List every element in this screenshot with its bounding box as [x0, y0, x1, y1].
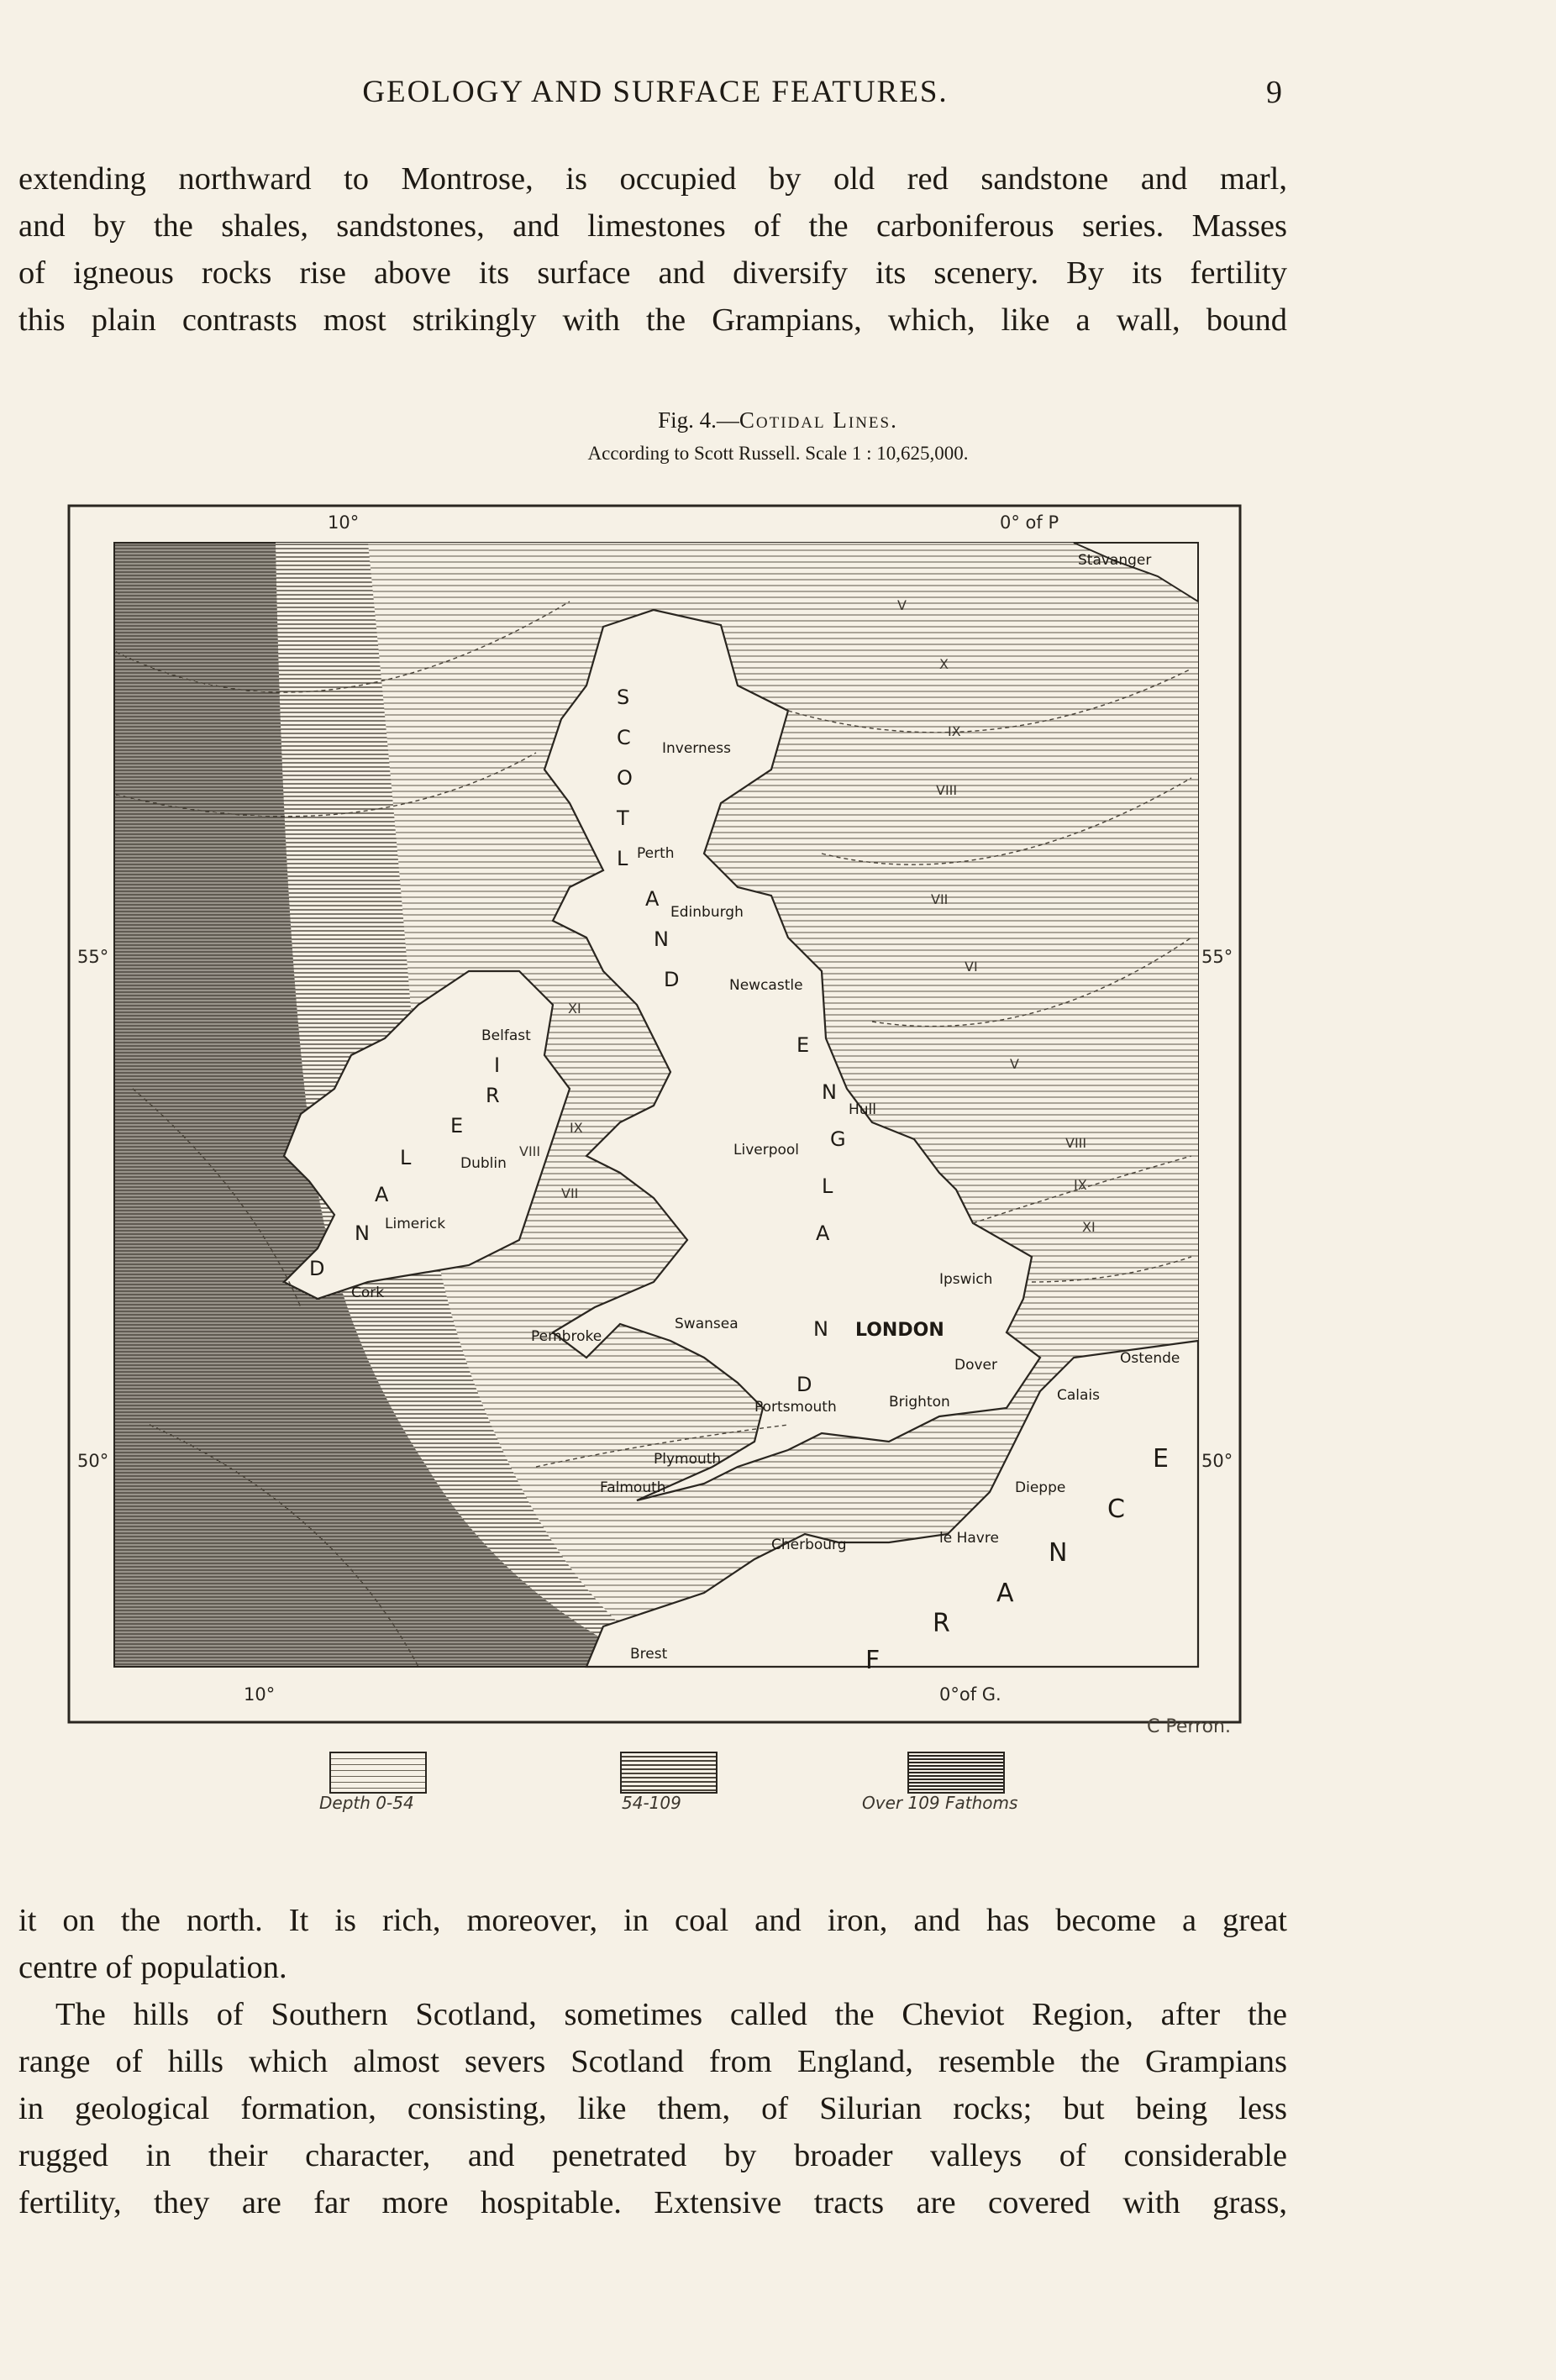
legend-swatch	[620, 1752, 718, 1794]
tide-hour: VIII	[519, 1143, 541, 1159]
place-newcastle: Newcastle	[729, 977, 803, 994]
engraver-credit: C Perron.	[1147, 1716, 1231, 1737]
paragraph-top	[18, 155, 1287, 344]
figure-number: Fig. 4.—	[658, 407, 739, 433]
place-le-havre: le Havre	[939, 1530, 999, 1547]
place-falmouth: Falmouth	[600, 1479, 666, 1496]
country-letter: A	[996, 1579, 1014, 1608]
place-belfast: Belfast	[481, 1027, 531, 1044]
graticule-right-55: 55°	[1201, 947, 1233, 967]
page-number: 9	[1266, 75, 1282, 110]
country-letter: E	[796, 1033, 810, 1057]
figure-credit: According to Scott Russell. Scale 1 : 10,625,000.	[587, 443, 969, 464]
paragraph-bottom-1	[18, 1897, 1287, 1991]
country-letter: S	[617, 686, 630, 709]
graticule-left-55: 55°	[77, 947, 109, 967]
place-stavanger: Stavanger	[1078, 552, 1152, 569]
tide-hour: V	[897, 597, 907, 613]
graticule-top-left: 10°	[328, 512, 360, 533]
tide-hour: V	[1010, 1056, 1019, 1072]
place-plymouth: Plymouth	[654, 1451, 722, 1468]
tide-hour: VII	[561, 1185, 579, 1201]
country-letter: E	[1153, 1444, 1169, 1474]
country-letter: A	[816, 1222, 830, 1245]
text-line: rugged in their character, and penetrated by broader valleys of considerable	[18, 2138, 1287, 2173]
country-letter: N	[654, 927, 669, 951]
place-limerick: Limerick	[385, 1216, 446, 1232]
place-edinburgh: Edinburgh	[670, 904, 744, 921]
text-line: and by the shales, sandstones, and limestones of the carboniferous series. Masses	[18, 208, 1287, 244]
country-letter: D	[664, 968, 680, 991]
legend-label-medium: 54-109	[622, 1793, 681, 1813]
place-swansea: Swansea	[675, 1316, 739, 1332]
country-letter: G	[830, 1127, 846, 1151]
legend-swatch	[907, 1752, 1005, 1794]
tide-hour: VII	[931, 891, 949, 907]
country-letter: C	[1107, 1495, 1125, 1524]
text-line: extending northward to Montrose, is occupied by old red sandstone and marl,	[18, 161, 1287, 197]
country-letter: R	[933, 1609, 950, 1638]
tide-hour: IX	[570, 1120, 583, 1136]
running-head	[0, 74, 1556, 116]
running-title: GEOLOGY AND SURFACE FEATURES.	[362, 75, 949, 109]
place-inverness: Inverness	[662, 740, 731, 757]
graticule-left-50: 50°	[77, 1451, 109, 1471]
text-line: in geological formation, consisting, like them, of Silurian rocks; but being less	[18, 2091, 1287, 2126]
text-line: fertility, they are far more hospitable. Extensive tracts are covered with grass,	[18, 2185, 1287, 2220]
graticule-bottom-left: 10°	[244, 1684, 276, 1705]
country-letter: D	[309, 1257, 325, 1280]
place-ostende: Ostende	[1120, 1350, 1180, 1367]
tide-hour: X	[939, 656, 949, 672]
place-calais: Calais	[1057, 1387, 1101, 1404]
paragraph-bottom-2	[18, 1991, 1287, 2226]
country-letter: L	[400, 1146, 412, 1169]
tide-hour: VIII	[1065, 1135, 1087, 1151]
map-svg	[66, 501, 1242, 1727]
text-line: range of hills which almost severs Scotland from England, resemble the Grampians	[18, 2044, 1287, 2079]
tide-hour: IX	[1074, 1177, 1087, 1193]
country-letter: A	[375, 1183, 389, 1206]
place-dieppe: Dieppe	[1015, 1479, 1066, 1496]
place-portsmouth: Portsmouth	[754, 1399, 837, 1416]
place-cork: Cork	[351, 1285, 385, 1301]
country-letter: N	[355, 1222, 370, 1245]
place-ipswich: Ipswich	[939, 1271, 993, 1288]
legend-label-deep: Over 109 Fathoms	[862, 1793, 1018, 1813]
country-letter: L	[822, 1174, 833, 1198]
text-line: of igneous rocks rise above its surface and diversify its scenery. By its fertility	[18, 255, 1287, 291]
figure-title: Cotidal Lines.	[739, 407, 898, 433]
graticule-bottom-right: 0°of G.	[939, 1684, 1001, 1705]
tide-hour: XI	[568, 1001, 581, 1017]
country-letter: A	[645, 887, 660, 911]
place-perth: Perth	[637, 845, 675, 862]
place-dover: Dover	[954, 1357, 997, 1374]
country-letter: N	[813, 1317, 828, 1341]
place-cherbourg: Cherbourg	[771, 1537, 847, 1553]
place-london: LONDON	[855, 1320, 944, 1341]
legend-label-shallow: Depth 0-54	[319, 1793, 414, 1813]
country-letter: C	[617, 726, 631, 749]
text-line: centre of population.	[18, 1950, 287, 1985]
country-letter: O	[617, 766, 633, 790]
country-letter: N	[1049, 1538, 1068, 1568]
tide-hour: IX	[948, 723, 961, 739]
country-letter: R	[486, 1084, 500, 1107]
graticule-right-50: 50°	[1201, 1451, 1233, 1471]
text-line: it on the north. It is rich, moreover, in coal and iron, and has become a great	[18, 1903, 1287, 1938]
place-pembroke: Pembroke	[531, 1328, 602, 1345]
text-line: this plain contrasts most strikingly with the Grampians, which, like a wall, bound	[18, 302, 1287, 338]
place-hull: Hull	[849, 1101, 877, 1118]
legend-swatch	[329, 1752, 427, 1794]
place-liverpool: Liverpool	[733, 1142, 800, 1158]
tide-hour: XI	[1082, 1219, 1096, 1235]
country-letter: F	[865, 1646, 881, 1675]
cotidal-map	[66, 501, 1242, 1731]
tide-hour: VI	[965, 959, 978, 975]
country-letter: L	[617, 847, 628, 870]
country-letter: E	[450, 1114, 464, 1137]
place-brighton: Brighton	[889, 1394, 950, 1411]
text-line: The hills of Southern Scotland, sometimes called the Cheviot Region, after the	[55, 1997, 1287, 2032]
country-letter: N	[822, 1080, 837, 1104]
country-letter: T	[617, 806, 629, 830]
tide-hour: VIII	[936, 782, 958, 798]
country-letter: D	[796, 1373, 812, 1396]
country-letter: I	[494, 1053, 501, 1077]
graticule-top-right: 0° of P	[1000, 512, 1059, 533]
place-brest: Brest	[630, 1646, 668, 1663]
figure-caption	[0, 407, 1556, 433]
place-dublin: Dublin	[460, 1155, 507, 1172]
